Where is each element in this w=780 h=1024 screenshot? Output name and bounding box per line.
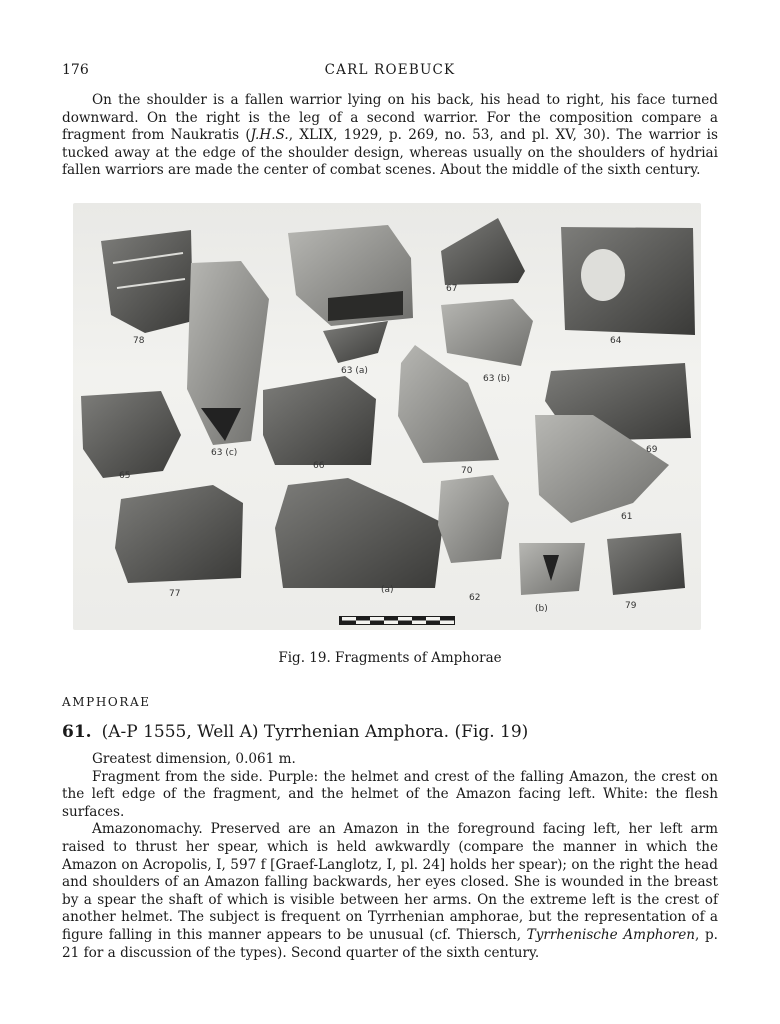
label-b: (b) [535, 604, 548, 614]
fragment-79 [607, 533, 685, 595]
fragment-63a-lower [323, 321, 388, 363]
fragment-62 [438, 475, 509, 563]
page-number: 176 [62, 62, 89, 78]
fragments-photograph [73, 203, 701, 630]
entry-description: Fragment from the side. Purple: the helmet and crest of the falling Amazon, the crest on the left edge of the fragment, and the helmet of the Amazon facing left. White: the flesh surfaces. [62, 768, 718, 820]
entry-dimension: Greatest dimension, 0.061 m. [92, 751, 296, 767]
scale-bar [339, 616, 455, 625]
fragment-65 [81, 391, 181, 478]
fragment-70 [398, 345, 499, 463]
running-head: CARL ROEBUCK [324, 62, 456, 78]
label-78: 78 [133, 336, 145, 346]
fragment-63b [441, 299, 533, 366]
fragment-66 [263, 376, 376, 465]
label-63b: 63 (b) [483, 374, 511, 384]
label-79: 79 [625, 601, 637, 611]
entry-title: (A-P 1555, Well A) Tyrrhenian Amphora. (Fig. 19) [101, 722, 529, 742]
entry-body [62, 751, 718, 962]
fragment-67 [441, 218, 525, 285]
fragment-a [275, 478, 443, 588]
label-67: 67 [446, 284, 458, 294]
label-62: 62 [469, 593, 481, 603]
label-61: 61 [621, 512, 633, 522]
fragment-78 [101, 230, 193, 333]
label-64: 64 [610, 336, 622, 346]
label-63c: 63 (c) [211, 448, 238, 458]
label-69: 69 [646, 445, 658, 455]
fragment-77 [115, 485, 243, 583]
section-title: AMPHORAE [62, 695, 151, 709]
label-70: 70 [461, 466, 473, 476]
fragments-plate [73, 203, 701, 630]
intro-paragraph: On the shoulder is a fallen warrior lying on his back, his head to right, his face turned downward. On the right is the leg of a second warrior. For the composition compare a fragment from Naukratis (J.H.S., XLIX, 1929, p. 269, no. 53, and pl. XV, 30). The warrior is tucked away at the edge of the shoulder design, whereas usually on the shoulders of hydriai fallen warriors are made the center of combat scenes. About the middle of the sixth century. [62, 92, 718, 178]
label-66: 66 [313, 461, 325, 471]
figure-caption: Fig. 19. Fragments of Amphorae [278, 650, 502, 666]
label-77: 77 [169, 589, 181, 599]
label-a: (a) [381, 585, 394, 595]
label-65: 65 [119, 471, 131, 481]
entry-heading [62, 722, 528, 742]
label-63a: 63 (a) [341, 366, 368, 376]
entry-number: 61. [62, 722, 92, 742]
entry-discussion: Amazonomachy. Preserved are an Amazon in the foreground facing left, her left arm raised to thrust her spear, which is held awkwardly (compare the manner in which the Amazon on Acropolis, I, 597 f [Graef-Langlotz, I, pl. 24] holds her spear); on the right the head and shoulders of an Amazon falling backwards, her eyes closed. She is wounded in the breast by a spear the shaft of which is visible between her arms. On the extreme left is the crest of another helmet. The subject is frequent on Tyrrhenian amphorae, but the representation of a figure falling in this manner appears to be unusual (cf. Thiersch, Tyrrhenische Amphoren, p. 21 for a discussion of the types). Second quarter of the sixth century. [62, 821, 719, 961]
fragment-64 [561, 227, 695, 335]
